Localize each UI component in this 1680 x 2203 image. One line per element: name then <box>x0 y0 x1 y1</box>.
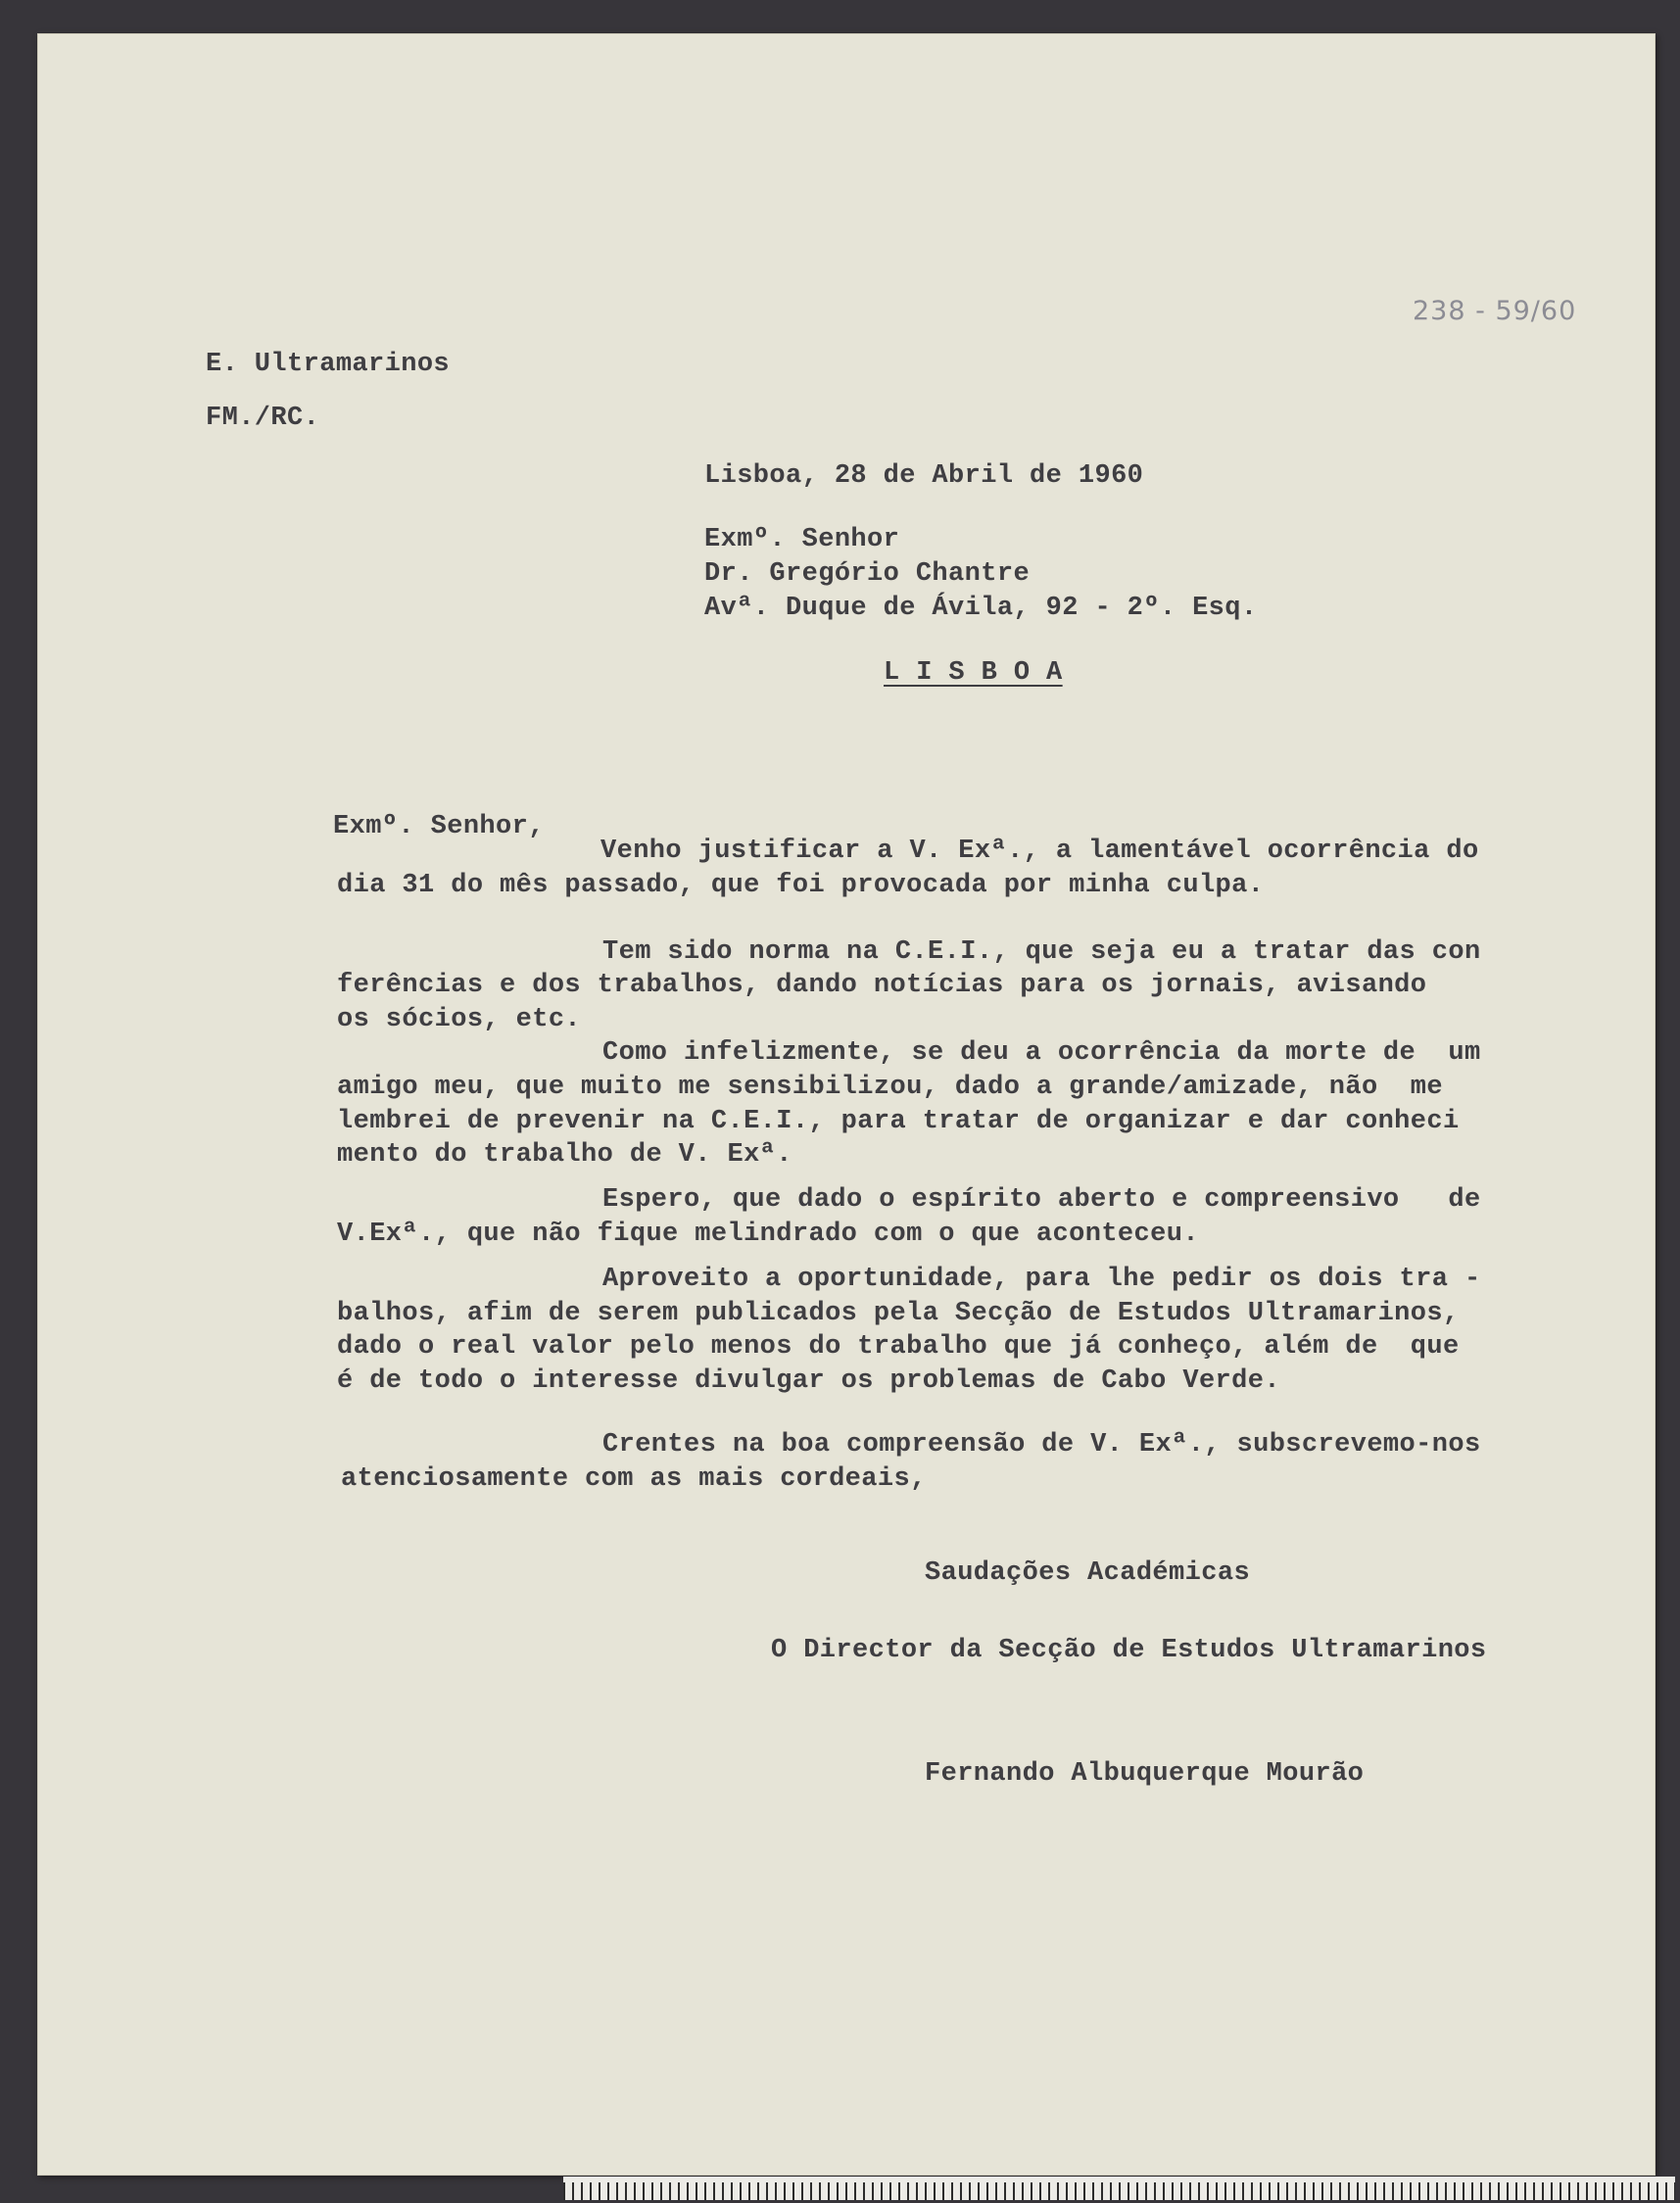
body-line: Crentes na boa compreensão de V. Exª., subscrevemo-nos <box>602 1430 1481 1460</box>
letter-page <box>37 33 1656 2176</box>
sender-department: E. Ultramarinos <box>206 350 451 379</box>
recipient-name: Dr. Gregório Chantre <box>704 559 1031 589</box>
greeting: Exmº. Senhor, <box>333 812 545 841</box>
signatory-name: Fernando Albuquerque Mourão <box>925 1759 1365 1789</box>
body-line: os sócios, etc. <box>337 1005 582 1034</box>
body-line: ferências e dos trabalhos, dando notícias para os jornais, avisando <box>337 971 1427 1000</box>
recipient-address: Avª. Duque de Ávila, 92 - 2º. Esq. <box>704 594 1258 623</box>
body-line: Venho justificar a V. Exª., a lamentável ocorrência do <box>600 837 1479 866</box>
body-line: Aproveito a oportunidade, para lhe pedir os dois tra - <box>602 1265 1481 1294</box>
body-line: dado o real valor pelo menos do trabalho que já conheço, além de que <box>337 1332 1460 1362</box>
sender-initials: FM./RC. <box>206 404 320 433</box>
body-line: dia 31 do mês passado, que foi provocada por minha culpa. <box>337 871 1265 900</box>
body-line: Como infelizmente, se deu a ocorrência da morte de um <box>602 1038 1481 1068</box>
reference-number: 238 - 59/60 <box>1413 296 1577 326</box>
closing-title: O Director da Secção de Estudos Ultramarinos <box>771 1636 1487 1665</box>
body-line: amigo meu, que muito me sensibilizou, dado a grande/amizade, não me <box>337 1073 1443 1102</box>
recipient-salutation: Exmº. Senhor <box>704 525 900 554</box>
date-line: Lisboa, 28 de Abril de 1960 <box>704 461 1144 491</box>
body-line: lembrei de prevenir na C.E.I., para tratar de organizar e dar conheci <box>337 1107 1460 1136</box>
recipient-city: L I S B O A <box>884 658 1063 688</box>
body-line: Espero, que dado o espírito aberto e compreensivo de <box>602 1185 1481 1215</box>
scale-ruler <box>563 2180 1675 2200</box>
body-line: atenciosamente com as mais cordeais, <box>341 1464 927 1494</box>
body-line: V.Exª., que não fique melindrado com o que aconteceu. <box>337 1220 1199 1249</box>
body-line: mento do trabalho de V. Exª. <box>337 1140 792 1170</box>
body-line: balhos, afim de serem publicados pela Secção de Estudos Ultramarinos, <box>337 1299 1460 1328</box>
body-line: é de todo o interesse divulgar os problemas de Cabo Verde. <box>337 1366 1280 1396</box>
closing-regards: Saudações Académicas <box>925 1558 1251 1588</box>
body-line: Tem sido norma na C.E.I., que seja eu a tratar das con <box>602 937 1481 967</box>
